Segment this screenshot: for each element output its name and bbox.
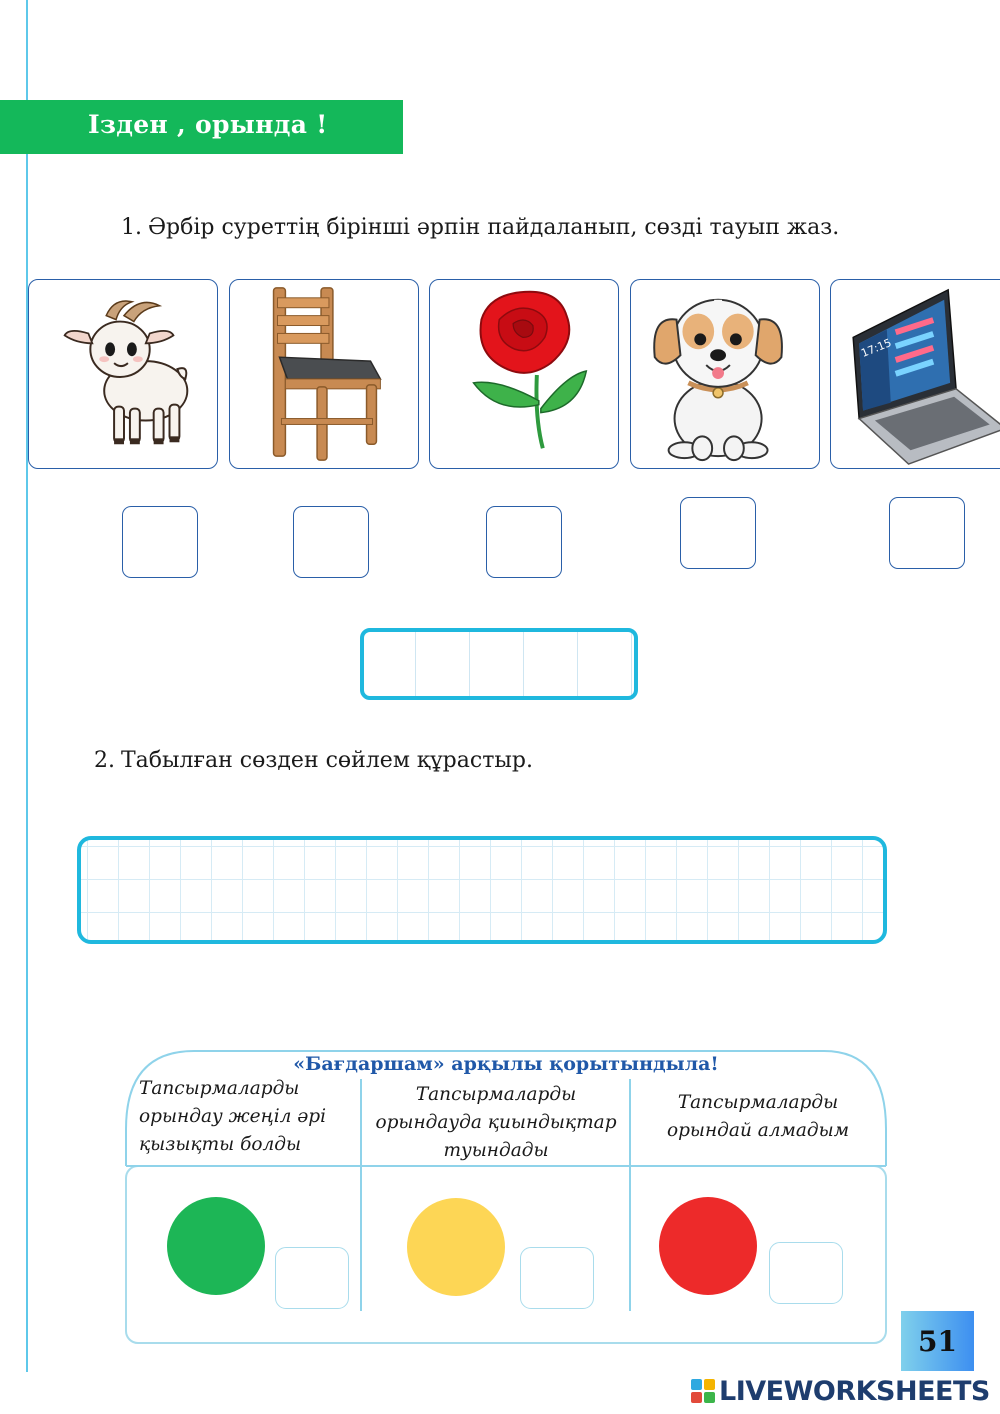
- yellow-checkbox[interactable]: [520, 1247, 594, 1309]
- reflection-option-easy: Тапсырмаларды орындау жеңіл әрі қызықты болды: [139, 1078, 327, 1155]
- laptop-screen-time: 17:15: [859, 336, 894, 360]
- reflection-title: «Бағдаршам» арқылы қорытындыла!: [293, 1053, 719, 1075]
- page-number: 51: [918, 1324, 957, 1358]
- page-margin-line: [26, 0, 28, 1372]
- red-light-circle: [659, 1197, 757, 1295]
- yellow-light-circle: [407, 1198, 505, 1296]
- red-checkbox[interactable]: [769, 1242, 843, 1304]
- letter-input-box[interactable]: [486, 506, 562, 578]
- puppy-icon: [631, 280, 819, 468]
- liveworksheets-footer: [691, 1374, 990, 1408]
- traffic-light-reflection: [124, 1049, 888, 1345]
- picture-card-goat: [28, 279, 218, 469]
- picture-card-laptop: [830, 279, 1000, 469]
- page-number-badge: [901, 1311, 974, 1371]
- laptop-icon: [831, 280, 1000, 468]
- picture-card-puppy: [630, 279, 820, 469]
- liveworksheets-brand: LIVEWORKSHEETS: [719, 1375, 990, 1407]
- task-1-number: 1.: [121, 215, 142, 240]
- task-1-instruction: [121, 215, 839, 240]
- task-1-text: Әрбір суреттің бірінші әрпін пайдаланып, сөзді тауып жаз.: [148, 215, 840, 240]
- picture-card-chair: [229, 279, 419, 469]
- section-title: Ізден , орында !: [88, 110, 328, 139]
- task-2-number: 2.: [94, 748, 115, 773]
- liveworksheets-logo-icon: [691, 1379, 715, 1403]
- section-banner: [0, 100, 403, 154]
- green-checkbox[interactable]: [275, 1247, 349, 1309]
- goat-icon: [29, 280, 217, 468]
- task-2-text: Табылған сөзден сөйлем құрастыр.: [121, 748, 533, 773]
- letter-input-box[interactable]: [293, 506, 369, 578]
- reflection-option-difficult: Тапсырмаларды орындауда қиындықтар туындады: [375, 1084, 617, 1161]
- reflection-option-failed: Тапсырмаларды орындай алмадым: [666, 1092, 850, 1141]
- letter-input-box[interactable]: [889, 497, 965, 569]
- green-light-circle: [167, 1197, 265, 1295]
- picture-card-rose: [429, 279, 619, 469]
- task-2-instruction: [94, 748, 533, 773]
- word-answer-field[interactable]: [360, 628, 638, 700]
- chair-icon: [230, 280, 418, 468]
- letter-input-box[interactable]: [122, 506, 198, 578]
- letter-input-box[interactable]: [680, 497, 756, 569]
- sentence-answer-field[interactable]: [77, 836, 887, 944]
- rose-icon: [430, 280, 618, 468]
